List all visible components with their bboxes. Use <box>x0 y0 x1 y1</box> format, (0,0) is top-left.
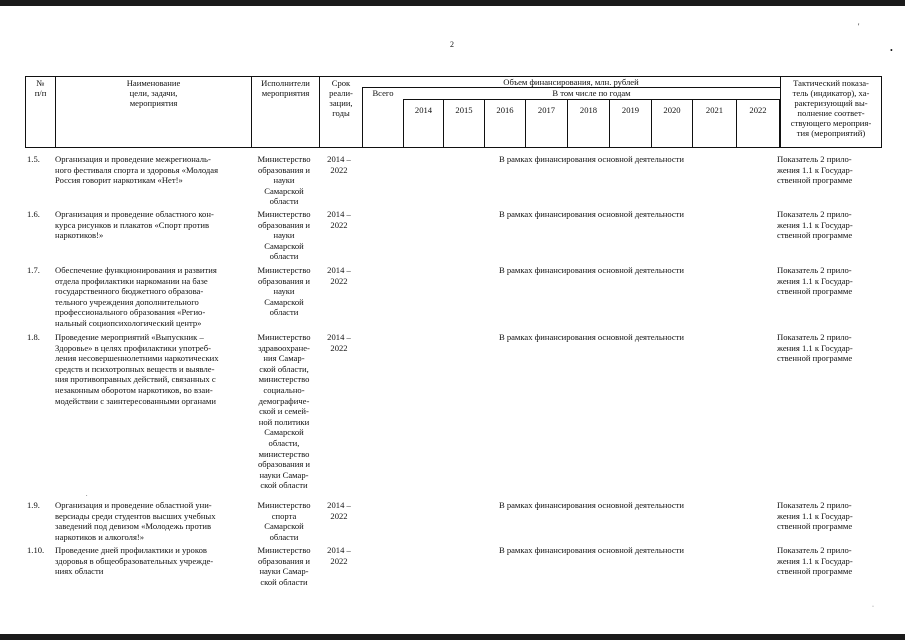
row-indicator: Показатель 2 прило- жения 1.1 к Государ- ственной программе <box>777 265 853 297</box>
program-table <box>25 76 882 587</box>
row-term: 2014 – 2022 <box>327 545 351 566</box>
row-term: 2014 – 2022 <box>327 154 351 175</box>
row-financing: В рамках финансирования основной деятельности <box>498 209 685 219</box>
row-term: 2014 – 2022 <box>327 209 351 230</box>
row-executors: Министерство здравоохране- ния Самар- ской области, министерство социально- демографиче- ской и семей- ной политики Самарской области, министерство образования и науки Самар- ской области <box>257 332 311 491</box>
row-financing: В рамках финансирования основной деятельности <box>498 545 685 555</box>
header-year: 2014 <box>403 100 443 147</box>
row-indicator: Показатель 2 прило- жения 1.1 к Государ- ственной программе <box>777 500 853 532</box>
row-term: 2014 – 2022 <box>327 332 351 353</box>
header-years-title: В том числе по годам <box>403 88 780 100</box>
row-term: 2014 – 2022 <box>327 265 351 286</box>
header-name: Наименование цели, задачи, мероприятия <box>55 77 251 147</box>
row-financing: В рамках финансирования основной деятельности <box>498 332 685 342</box>
row-number: 1.7. <box>27 265 40 275</box>
row-indicator: Показатель 2 прило- жения 1.1 к Государ- ственной программе <box>777 154 853 186</box>
scan-speck: • <box>890 46 893 55</box>
row-number: 1.8. <box>27 332 40 342</box>
scan-speck: . <box>86 492 88 498</box>
row-financing: В рамках финансирования основной деятельности <box>498 265 685 275</box>
row-name: Организация и проведение областного кон- курса рисунков и плакатов «Спорт против наркотиков!» <box>55 209 214 241</box>
header-year: 2019 <box>609 100 651 147</box>
row-executors: Министерство спорта Самарской области <box>257 500 311 542</box>
row-name: Проведение дней профилактики и уроков здоровья в общеобразовательных учрежде- ниях области <box>55 545 214 577</box>
scan-top-border <box>0 0 905 6</box>
header-year: 2021 <box>692 100 736 147</box>
header-financing: Объем финансирования, млн. рублей <box>362 77 780 88</box>
row-number: 1.5. <box>27 154 40 164</box>
header-executors: Исполнители мероприятия <box>251 77 319 147</box>
row-name: Организация и проведение межрегиональ- ного фестиваля спорта и здоровья «Молодая Россия говорит наркотикам «Нет!» <box>55 154 219 186</box>
table-header <box>25 76 882 148</box>
scan-bottom-border <box>0 634 905 640</box>
row-indicator: Показатель 2 прило- жения 1.1 к Государ- ственной программе <box>777 209 853 241</box>
header-term: Срок реали- зации, годы <box>319 77 362 147</box>
row-name: Обеспечение функционирования и развития отдела профилактики наркомании на базе государственного бюджетного образова- тельного учреждения дополнительного профессионального образования «Регио- нальный социопсихологический центр» <box>55 265 217 328</box>
row-name: Организация и проведение областной уни- версиады среди студентов высших учебных заведений под девизом «Молодежь против наркотиков и алкоголя!» <box>55 500 216 542</box>
row-executors: Министерство образования и науки Самарской области <box>257 265 311 318</box>
header-total: Всего <box>362 88 403 147</box>
header-year: 2015 <box>443 100 484 147</box>
header-year: 2016 <box>484 100 525 147</box>
row-indicator: Показатель 2 прило- жения 1.1 к Государ- ственной программе <box>777 332 853 364</box>
row-executors: Министерство образования и науки Самар- ской области <box>257 545 311 587</box>
row-financing: В рамках финансирования основной деятельности <box>498 154 685 164</box>
row-number: 1.10. <box>27 545 45 555</box>
header-indicator: Тактический показа- тель (индикатор), ха- рактеризующий вы- полнение соответ- ствующего мероприя- тия (мероприятий) <box>780 77 882 147</box>
page-number: 2 <box>450 40 454 49</box>
header-year: 2022 <box>736 100 780 147</box>
row-number: 1.9. <box>27 500 40 510</box>
row-financing: В рамках финансирования основной деятельности <box>498 500 685 510</box>
row-name: Проведение мероприятий «Выпускник – Здоровье» в целях профилактики употреб- ления несовершеннолетними наркотических средств и психотропных веществ и выявле- ния противоправных действий, связанных с незаконным оборотом наркотиков, во взаи- модействии с заинтересованными органами <box>55 332 219 406</box>
header-no: № п/п <box>25 77 55 147</box>
row-number: 1.6. <box>27 209 40 219</box>
row-executors: Министерство образования и науки Самарской области <box>257 209 311 262</box>
scan-speck: · <box>872 604 874 610</box>
header-year: 2018 <box>567 100 609 147</box>
row-term: 2014 – 2022 <box>327 500 351 521</box>
row-indicator: Показатель 2 прило- жения 1.1 к Государ- ственной программе <box>777 545 853 577</box>
scan-speck: ' <box>858 22 860 31</box>
header-year: 2020 <box>651 100 692 147</box>
header-year: 2017 <box>525 100 567 147</box>
row-executors: Министерство образования и науки Самарской области <box>257 154 311 207</box>
